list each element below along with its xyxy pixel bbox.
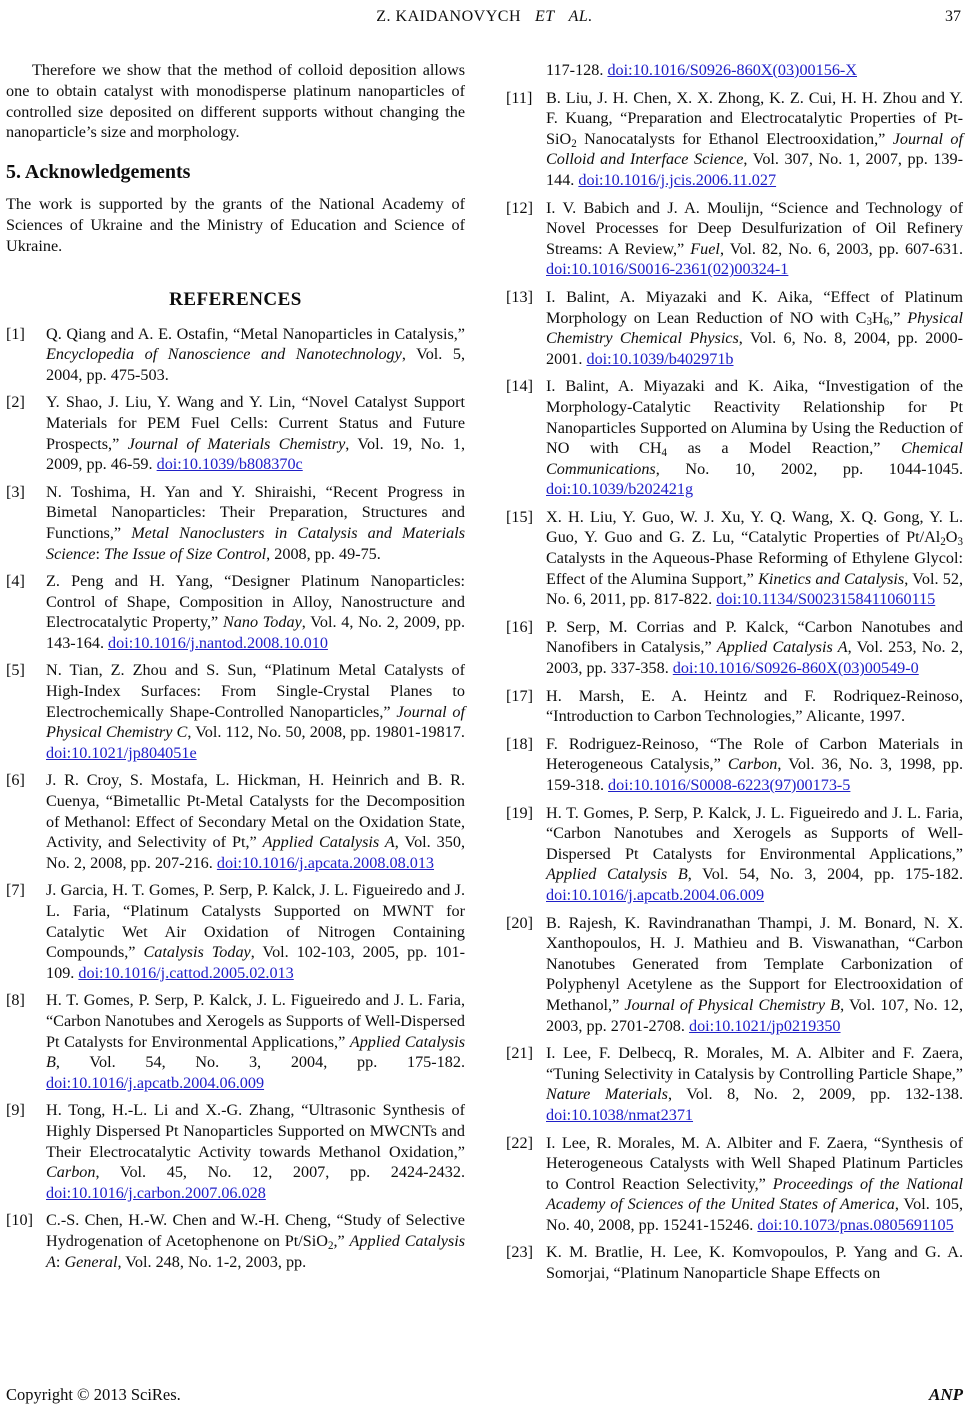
reference-text: I. Balint, A. Miyazaki and K. Aika, “Investigation of the Morphology-Catalytic Reactivity Relationship for Pt Nanoparticles Supported on Alumina by Using the Reduction of NO with $CH_4$ as a Model Reaction,” Chemical Communications, No. 10, 2002, pp. 1044-1045. doi:10.1039/b202421g [546, 377, 963, 499]
reference-number: [8] [6, 991, 25, 1010]
reference-text: Y. Shao, J. Liu, Y. Wang and Y. Lin, “Novel Catalyst Support Materials for PEM Fuel Cells: Current Status and Future Prospects,” Journal of Materials Chemistry, Vol. 19, No. 1, 2009, pp. 46-59. doi:10.1039/b808370c [46, 393, 465, 474]
reference-number: [23] [506, 1243, 533, 1262]
doi-link[interactable]: doi:10.1039/b402971b [586, 349, 734, 368]
reference-item [6, 392, 465, 474]
reference-item [6, 770, 465, 873]
doi-link[interactable]: doi:10.1016/j.nantod.2008.10.010 [108, 633, 328, 652]
reference-number: [1] [6, 324, 25, 343]
reference-list-right [506, 60, 963, 1284]
reference-number: [19] [506, 803, 533, 822]
reference-number: [15] [506, 507, 533, 526]
conclusion-paragraph: Therefore we show that the method of colloid deposition allows one to obtain catalyst with monodisperse platinum nanoparticles of controlled size deposited on different supports without changing the nanoparticle’s size and morphology. [6, 61, 465, 142]
reference-number: [17] [506, 686, 533, 705]
reference-number: [5] [6, 661, 25, 680]
reference-number: [11] [506, 88, 533, 107]
reference-text: I. V. Babich and J. A. Moulijn, “Science and Technology of Novel Processes for Deep Desulfurization of Oil Refinery Streams: A Review,” Fuel, Vol. 82, No. 6, 2003, pp. 607-631. doi:10.1016/S0016-2361(02)00324-1 [546, 198, 963, 279]
reference-item [506, 88, 963, 191]
reference-number: [13] [506, 287, 533, 306]
reference-text: H. Marsh, E. A. Heintz and F. Rodriquez-Reinoso, “Introduction to Carbon Technologies,” Alicante, 1997. [546, 686, 963, 726]
page-footer [6, 1385, 963, 1405]
reference-number [506, 60, 546, 81]
doi-link[interactable]: doi:10.1016/j.carbon.2007.06.028 [46, 1183, 266, 1202]
acknowledgements-heading: 5. Acknowledgements [6, 161, 191, 184]
reference-text: J. Garcia, H. T. Gomes, P. Serp, P. Kalck, J. L. Figueiredo and J. L. Faria, “Platinum Catalysts Supported on MWNT for Catalytic Wet Air Oxidation of Nitrogen Containing Compounds,” Catalysis Today, Vol. 102-103, 2005, pp. 101-109. doi:10.1016/j.cattod.2005.02.013 [46, 881, 465, 982]
reference-item [6, 660, 465, 763]
reference-text: K. M. Bratlie, H. Lee, K. Komvopoulos, P. Yang and G. A. Somorjai, “Platinum Nanoparticle Shape Effects on [546, 1243, 963, 1283]
reference-text: N. Tian, Z. Zhou and S. Sun, “Platinum Metal Catalysts of High-Index Surfaces: From Single-Crystal Planes to Electrochemically Shape-Controlled Nanoparticles,” Journal of Physical Chemistry C, Vol. 112, No. 50, 2008, pp. 19801-19817. doi:10.1021/jp804051e [46, 661, 466, 762]
reference-number: [16] [506, 617, 533, 636]
running-title-main: Z. KAIDANOVYCH [376, 8, 521, 25]
reference-item [6, 990, 465, 1093]
reference-item [506, 686, 963, 727]
reference-item [506, 376, 963, 500]
reference-text: I. Balint, A. Miyazaki and K. Aika, “Effect of Platinum Morphology on Lean Reduction of NO with $C_3H_6$,” Physical Chemistry Chemical Physics, Vol. 6, No. 8, 2004, pp. 2000-2001. doi:10.1039/b402971b [546, 287, 964, 368]
reference-text: H. T. Gomes, P. Serp, P. Kalck, J. L. Figueiredo and J. L. Faria, “Carbon Nanotubes and Xerogels as Supports of Well-Dispersed Pt Catalysts for Environmental Applications,” Applied Catalysis B, Vol. 54, No. 3, 2004, pp. 175-182. doi:10.1016/j.apcatb.2004.06.009 [546, 803, 964, 904]
reference-item [506, 803, 963, 906]
reference-text: H. Tong, H.-L. Li and X.-G. Zhang, “Ultrasonic Synthesis of Highly Dispersed Pt Nanoparticles Supported on MWCNTs and Their Electrocatalytic Activity towards Methanol Oxidation,” Carbon, Vol. 45, No. 12, 2007, pp. 2424-2432. doi:10.1016/j.carbon.2007.06.028 [46, 1101, 465, 1202]
doi-link[interactable]: doi:10.1016/j.jcis.2006.11.027 [578, 170, 777, 189]
reference-number: [2] [6, 393, 25, 412]
reference-item [6, 1100, 465, 1203]
reference-number: [20] [506, 913, 533, 932]
copyright-notice: Copyright © 2013 SciRes. [6, 1385, 181, 1404]
reference-number: [12] [506, 198, 533, 217]
page-number: 37 [945, 8, 961, 25]
reference-number: [3] [6, 482, 25, 501]
right-column [506, 60, 963, 1291]
reference-item [6, 880, 465, 983]
reference-item [506, 617, 963, 679]
reference-text: Z. Peng and H. Yang, “Designer Platinum Nanoparticles: Control of Shape, Composition in Alloy, Nanostructure and Electrocatalytic Property,” Nano Today, Vol. 4, No. 2, 2009, pp. 143-164. doi:10.1016/j.nantod.2008.10.010 [46, 572, 465, 652]
reference-number: [21] [506, 1044, 533, 1063]
reference-number: [14] [506, 377, 533, 396]
reference-text: F. Rodriguez-Reinoso, “The Role of Carbon Materials in Heterogeneous Catalysis,” Carbon, Vol. 36, No. 3, 1998, pp. 159-318. doi:10.1016/S0008-6223(97)00173-5 [546, 734, 964, 794]
reference-list-left [6, 324, 465, 1273]
reference-text: P. Serp, M. Corrias and P. Kalck, “Carbon Nanotubes and Nanofibers in Catalysis,” Applied Catalysis A, Vol. 253, No. 2, 2003, pp. 337-358. doi:10.1016/S0926-860X(03)00549-0 [546, 617, 963, 678]
reference-number: [9] [6, 1101, 25, 1120]
reference-item [506, 198, 963, 280]
reference-item [506, 1242, 963, 1283]
two-column-body [6, 60, 963, 1291]
journal-abbreviation: ANP [929, 1385, 963, 1404]
reference-text: N. Toshima, H. Yan and Y. Shiraishi, “Recent Progress in Bimetal Nanoparticles: Their Preparation, Structures and Functions,” Metal Nanoclusters in Catalysis and Materials Science: The Issue of Size Control, 2008, pp. 49-75. [46, 482, 465, 563]
reference-number: [22] [506, 1133, 533, 1152]
doi-link[interactable]: doi:10.1016/j.apcatb.2004.06.009 [546, 885, 765, 904]
doi-link[interactable]: doi:10.1021/jp0219350 [688, 1016, 841, 1035]
doi-link[interactable]: doi:10.1016/S0016-2361(02)00324-1 [546, 260, 789, 279]
running-title [6, 8, 963, 26]
reference-number: [4] [6, 572, 25, 591]
reference-text: 117-128. doi:10.1016/S0926-860X(03)00156-X [546, 61, 857, 79]
reference-item [506, 1133, 963, 1236]
reference-item [506, 507, 963, 610]
reference-item [6, 482, 465, 564]
running-title-suffix: ET AL. [535, 8, 593, 25]
reference-item [506, 913, 963, 1037]
doi-link[interactable]: doi:10.1038/nmat2371 [546, 1105, 694, 1124]
reference-item [6, 571, 465, 653]
doi-link[interactable]: doi:10.1016/S0008-6223(97)00173-5 [608, 776, 851, 794]
reference-text: Q. Qiang and A. E. Ostafin, “Metal Nanoparticles in Catalysis,” Encyclopedia of Nanoscience and Nanotechnology, Vol. 5, 2004, pp. 475-503. [46, 324, 465, 384]
reference-item [506, 60, 963, 81]
reference-item [6, 1210, 465, 1272]
doi-link[interactable]: doi:10.1039/b202421g [546, 480, 694, 499]
doi-link[interactable]: doi:10.1016/S0926-860X(03)00549-0 [672, 659, 919, 678]
doi-link[interactable]: doi:10.1016/j.apcata.2008.08.013 [216, 853, 435, 872]
reference-text: B. Rajesh, K. Ravindranathan Thampi, J. M. Bonard, N. X. Xanthopoulos, H. J. Mathieu and B. Viswanathan, “Carbon Nanotubes Generated from Template Carbonization of Polyphenyl Acetylene as the Support for Electrooxidation of Methanol,” Journal of Physical Chemistry B, Vol. 107, No. 12, 2003, pp. 2701-2708. doi:10.1021/jp0219350 [546, 913, 963, 1035]
left-column [6, 60, 465, 1291]
doi-link[interactable]: doi:10.1016/S0926-860X(03)00156-X [607, 61, 857, 79]
reference-text: B. Liu, J. H. Chen, X. X. Zhong, K. Z. Cui, H. H. Zhou and Y. F. Kuang, “Preparation and Electrocatalytic Properties of Pt-SiO$_2$ Nanocatalysts for Ethanol Electrooxidation,” Journal of Colloid and Interface Science, Vol. 307, No. 1, 2007, pp. 139-144. doi:10.1016/j.jcis.2006.11.027 [546, 88, 964, 189]
doi-link[interactable]: doi:10.1039/b808370c [156, 455, 303, 474]
running-header [6, 8, 963, 30]
reference-text: J. R. Croy, S. Mostafa, L. Hickman, H. Heinrich and B. R. Cuenya, “Bimetallic Pt-Metal Catalysts for the Decomposition of Methanol: Effect of Secondary Metal on the Oxidation State, Activity, and Selectivity of Pt,” Applied Catalysis A, Vol. 350, No. 2, 2008, pp. 207-216. doi:10.1016/j.apcata.2008.08.013 [46, 771, 465, 872]
doi-link[interactable]: doi:10.1016/j.cattod.2005.02.013 [78, 963, 294, 982]
reference-item [506, 734, 963, 796]
reference-text: C.-S. Chen, H.-W. Chen and W.-H. Cheng, “Study of Selective Hydrogenation of Acetophenone on Pt/SiO$_2$,” Applied Catalysis A: General, Vol. 248, No. 1-2, 2003, pp. [46, 1211, 466, 1271]
doi-link[interactable]: doi:10.1134/S0023158411060115 [716, 590, 936, 609]
reference-item [506, 1043, 963, 1125]
doi-link[interactable]: doi:10.1021/jp804051e [46, 743, 197, 762]
acknowledgements-paragraph: The work is supported by the grants of the National Academy of Sciences of Ukraine and the Ministry of Education and Science of Ukraine. [6, 195, 465, 255]
references-heading: REFERENCES [169, 288, 302, 310]
doi-link[interactable]: doi:10.1016/j.apcatb.2004.06.009 [46, 1073, 265, 1092]
reference-number: [6] [6, 771, 25, 790]
reference-text: H. T. Gomes, P. Serp, P. Kalck, J. L. Figueiredo and J. L. Faria, “Carbon Nanotubes and Xerogels as Supports of Well-Dispersed Pt Catalysts for Environmental Applications,” Applied Catalysis B, Vol. 54, No. 3, 2004, pp. 175-182. doi:10.1016/j.apcatb.2004.06.009 [46, 991, 466, 1092]
reference-number: [18] [506, 734, 533, 753]
reference-text: I. Lee, R. Morales, M. A. Albiter and F. Zaera, “Synthesis of Heterogeneous Catalysts with Well Shaped Platinum Particles to Control Reaction Selectivity,” Proceedings of the National Academy of Sciences of the United States of America, Vol. 105, No. 40, 2008, pp. 15241-15246. doi:10.1073/pnas.0805691105 [546, 1133, 963, 1234]
reference-number: [10] [6, 1211, 33, 1230]
reference-item [506, 287, 963, 369]
reference-text: X. H. Liu, Y. Guo, W. J. Xu, Y. Q. Wang, X. Q. Gong, Y. L. Guo, Y. Guo and G. Z. Lu, “Catalytic Properties of $Pt/Al_2O_3$ Catalysts in the Aqueous-Phase Reforming of Ethylene Glycol: Effect of the Alumina Support,” Kinetics and Catalysis, Vol. 52, No. 6, 2011, pp. 817-822. doi:10.1134/S0023158411060115 [546, 507, 963, 609]
doi-link[interactable]: doi:10.1073/pnas.0805691105 [757, 1215, 954, 1234]
reference-item [6, 324, 465, 386]
reference-text: I. Lee, F. Delbecq, R. Morales, M. A. Albiter and F. Zaera, “Tuning Selectivity in Catalysis by Controlling Particle Shape,” Nature Materials, Vol. 8, No. 2, 2009, pp. 132-138. doi:10.1038/nmat2371 [546, 1044, 963, 1124]
reference-number: [7] [6, 881, 25, 900]
